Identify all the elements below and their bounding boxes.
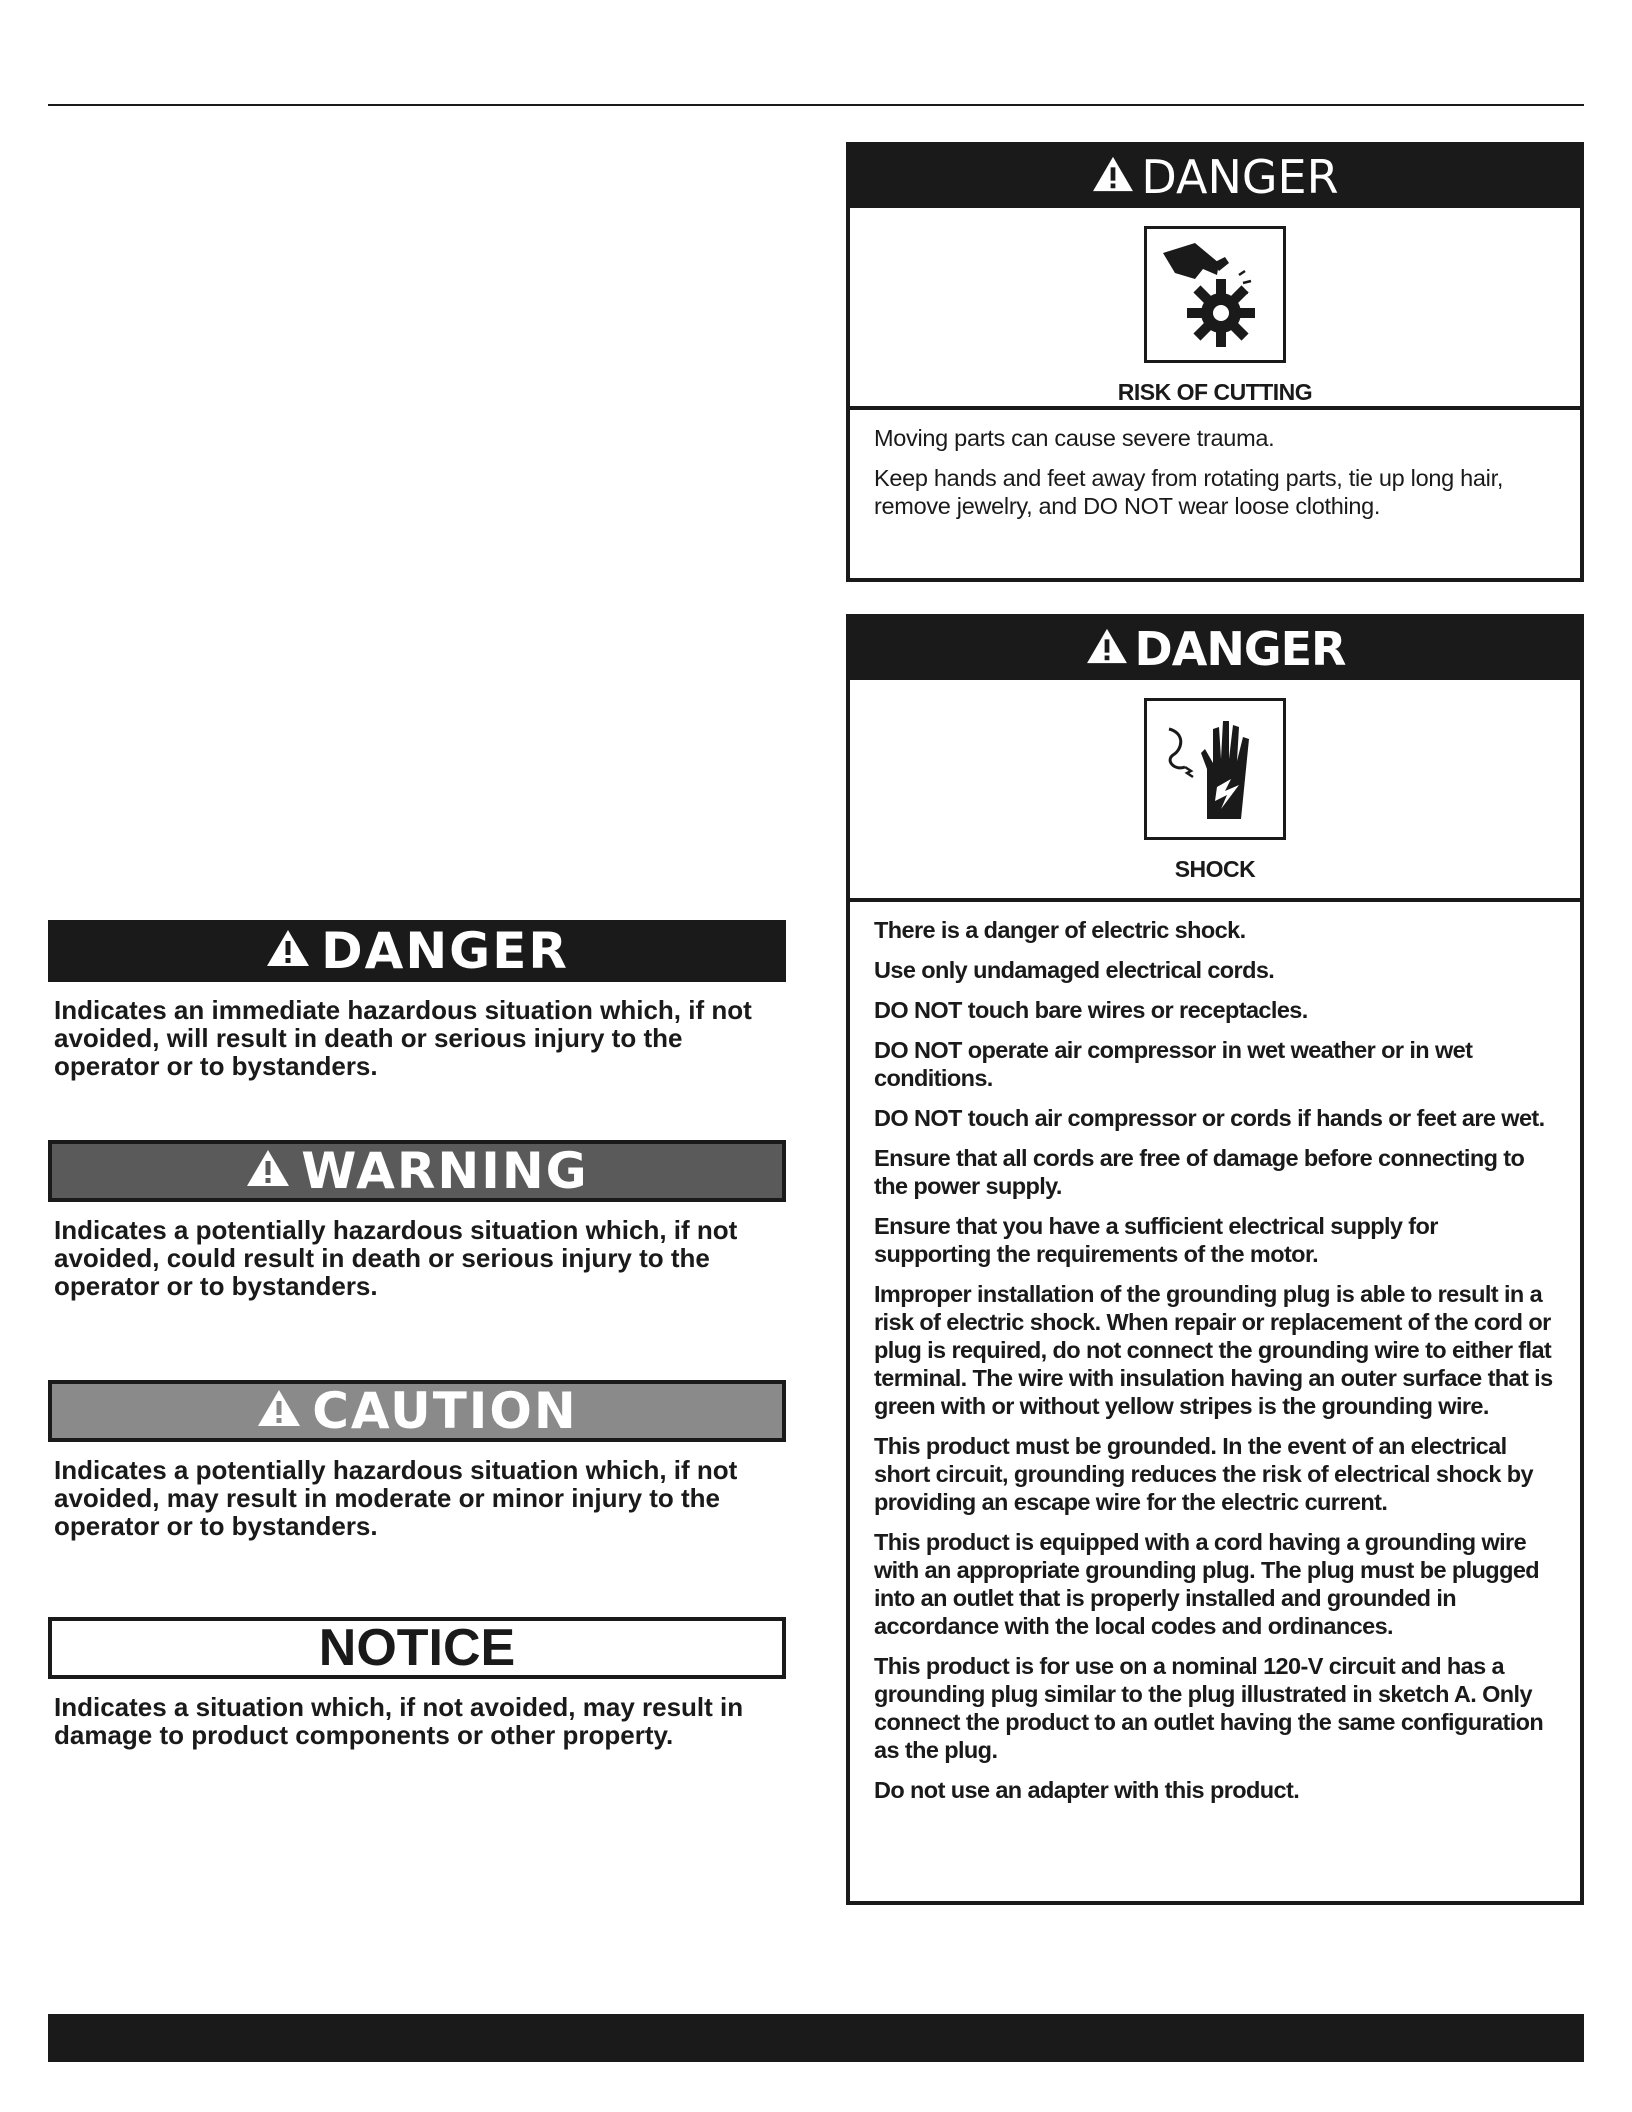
- panel-header: [850, 146, 1580, 208]
- panel-header: [850, 618, 1580, 680]
- safety-line: Keep hands and feet away from rotating parts, tie up long hair, remove jewelry, and DO NOT wear loose clothing.: [874, 465, 1504, 519]
- safety-line: This product must be grounded. In the event of an electrical short circuit, grounding reduces the risk of electrical shock by providing an escape wire for the electric current.: [874, 1433, 1533, 1515]
- rotating-blade-hand-icon: [1144, 226, 1286, 363]
- safety-line: DO NOT operate air compressor in wet weather or in wet conditions.: [874, 1037, 1473, 1091]
- panel-body: [850, 410, 1580, 550]
- safety-line: Do not use an adapter with this product.: [874, 1777, 1300, 1803]
- warning-banner: [48, 1140, 786, 1202]
- notice-banner: [48, 1617, 786, 1679]
- warning-triangle-icon: [245, 1142, 291, 1200]
- panel-body: [850, 902, 1580, 1834]
- warning-triangle-icon: [265, 922, 311, 980]
- warning-description: Indicates a potentially hazardous situation which, if not avoided, could result in death or serious injury to the operator or to bystanders.: [54, 1215, 738, 1301]
- legend-notice: [48, 1617, 786, 1749]
- pictogram-area: [850, 208, 1580, 410]
- safety-line: This product is for use on a nominal 120-V circuit and has a grounding plug similar to the plug illustrated in sketch A. Only connect the product to an outlet having the same configuration as the plug.: [874, 1653, 1544, 1763]
- pictogram-label: RISK OF CUTTING: [1117, 379, 1313, 405]
- notice-label: NOTICE: [318, 1619, 516, 1677]
- panel-header-label: DANGER: [1141, 150, 1339, 204]
- electric-shock-hand-icon: [1144, 698, 1286, 840]
- safety-line: DO NOT touch air compressor or cords if hands or feet are wet.: [874, 1105, 1545, 1131]
- legend-warning: [48, 1140, 786, 1300]
- safety-line: DO NOT touch bare wires or receptacles.: [874, 997, 1308, 1023]
- caution-description: Indicates a potentially hazardous situation which, if not avoided, may result in moderate or minor injury to the operator or to bystanders.: [54, 1455, 738, 1541]
- safety-line: Use only undamaged electrical cords.: [874, 957, 1275, 983]
- panel-header-label: DANGER: [1134, 622, 1346, 676]
- caution-label: CAUTION: [312, 1382, 578, 1440]
- top-rule: [48, 104, 1584, 106]
- footer-bar: [48, 2014, 1584, 2062]
- warning-triangle-icon: [1091, 150, 1135, 204]
- notice-description: Indicates a situation which, if not avoided, may result in damage to product components or other property.: [54, 1692, 744, 1750]
- danger-panel-cutting: [846, 142, 1584, 582]
- safety-line: Ensure that you have a sufficient electrical supply for supporting the requirements of the motor.: [874, 1213, 1438, 1267]
- safety-line: Improper installation of the grounding plug is able to result in a risk of electric shock. When repair or replacement of the cord or plug is required, do not connect the grounding wire to either flat terminal. The wire with insulation having an outer surface that is green with or without yellow stripes is the grounding wire.: [874, 1281, 1553, 1419]
- safety-line: Moving parts can cause severe trauma.: [874, 425, 1275, 451]
- safety-line: Ensure that all cords are free of damage before connecting to the power supply.: [874, 1145, 1525, 1199]
- safety-line: This product is equipped with a cord having a grounding wire with an appropriate grounding plug. The plug must be plugged into an outlet that is properly installed and grounded in accordance with the local codes and ordinances.: [874, 1529, 1540, 1639]
- pictogram-area: [850, 680, 1580, 902]
- caution-banner: [48, 1380, 786, 1442]
- danger-description: Indicates an immediate hazardous situation which, if not avoided, will result in death or serious injury to the operator or to bystanders.: [54, 995, 752, 1081]
- danger-panel-shock: [846, 614, 1584, 1905]
- warning-label: WARNING: [301, 1142, 589, 1200]
- legend-caution: [48, 1380, 786, 1540]
- pictogram-label: SHOCK: [1174, 856, 1256, 882]
- danger-label: DANGER: [321, 922, 569, 980]
- danger-banner: [48, 920, 786, 982]
- warning-triangle-icon: [256, 1382, 302, 1440]
- safety-line: There is a danger of electric shock.: [874, 917, 1246, 943]
- legend-danger: [48, 920, 786, 1080]
- warning-triangle-icon: [1085, 622, 1129, 676]
